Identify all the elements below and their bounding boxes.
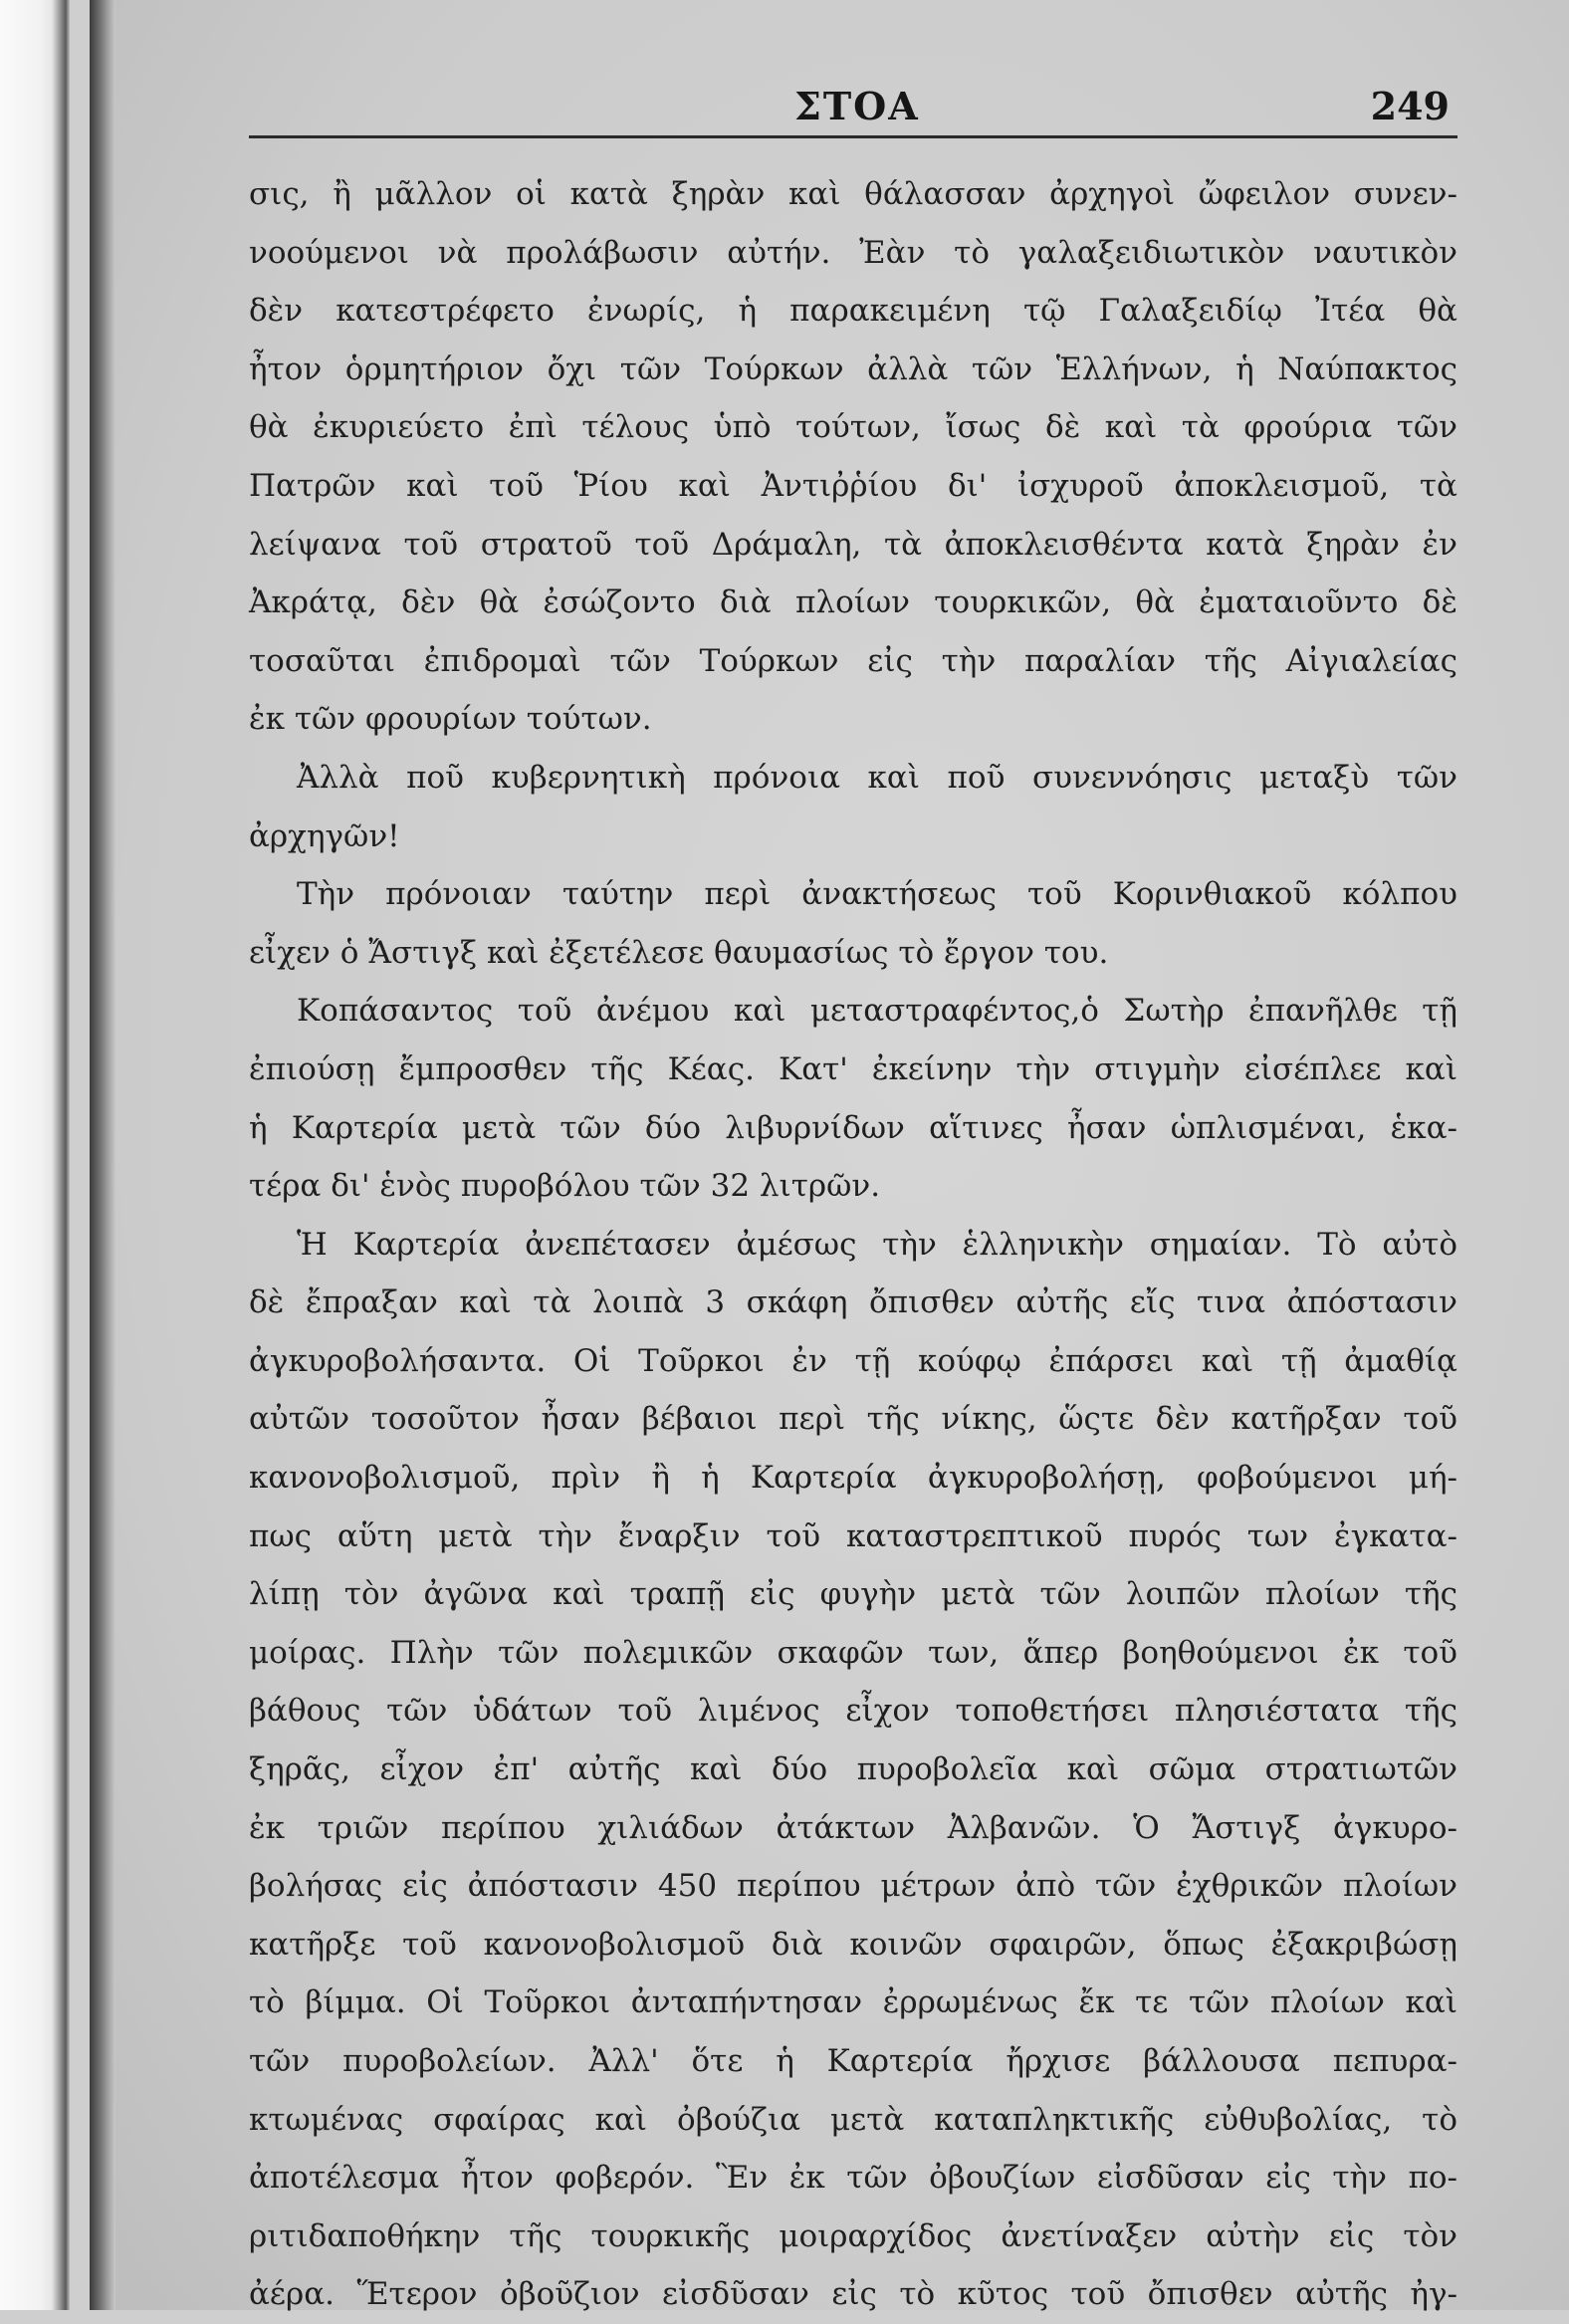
text-line: ξηρᾶς, εἶχον ἐπ' αὐτῆς καὶ δύο πυροβολεῖα καὶ σῶμα στρατιωτῶν bbox=[249, 1751, 1457, 1788]
page-header bbox=[249, 84, 1457, 139]
text-line: ἀέρα. Ἕτερον ὀβοῦζιον εἰσδῦσαν εἰς τὸ κῦτος τοῦ ὄπισθεν αὐτῆς ἠγ- bbox=[249, 2276, 1457, 2313]
text-line: θὰ ἐκυριεύετο ἐπὶ τέλους ὑπὸ τούτων, ἴσως δὲ καὶ τὰ φρούρια τῶν bbox=[249, 409, 1457, 446]
text-line: ἦτον ὁρμητήριον ὄχι τῶν Τούρκων ἀλλὰ τῶν Ἑλλήνων, ἡ Ναύπακτος bbox=[249, 350, 1457, 387]
text-line: ἀποτέλεσμα ἦτον φοβερόν. Ἓν ἐκ τῶν ὀβουζίων εἰσδῦσαν εἰς τὴν πο- bbox=[249, 2160, 1457, 2197]
text-line: τὸ βίμμα. Οἱ Τοῦρκοι ἀνταπήντησαν ἐρρωμένως ἔκ τε τῶν πλοίων καὶ bbox=[249, 1984, 1457, 2021]
text-line: νοούμενοι νὰ προλάβωσιν αὐτήν. Ἐὰν τὸ γαλαξειδιωτικὸν ναυτικὸν bbox=[249, 234, 1457, 271]
book-spine-margin bbox=[0, 0, 70, 2310]
text-line: κατῆρξε τοῦ κανονοβολισμοῦ διὰ κοινῶν σφαιρῶν, ὅπως ἐξακριβώσῃ bbox=[249, 1926, 1457, 1963]
text-line: βολήσας εἰς ἀπόστασιν 450 περίπου μέτρων ἀπὸ τῶν ἐχθρικῶν πλοίων bbox=[249, 1868, 1457, 1905]
text-line: λείψανα τοῦ στρατοῦ τοῦ Δράμαλη, τὰ ἀποκλεισθέντα κατὰ ξηρὰν ἐν bbox=[249, 526, 1457, 563]
text-line: ἡ Καρτερία μετὰ τῶν δύο λιβυρνίδων αἵτινες ἦσαν ὡπλισμέναι, ἑκα- bbox=[249, 1109, 1457, 1146]
text-line: ἐπιούσῃ ἔμπροσθεν τῆς Κέας. Κατ' ἐκείνην τὴν στιγμὴν εἰσέπλεε καὶ bbox=[249, 1050, 1457, 1087]
text-line: πως αὕτη μετὰ τὴν ἔναρξιν τοῦ καταστρεπτικοῦ πυρός των ἐγκατα- bbox=[249, 1517, 1457, 1554]
text-line: δὲν κατεστρέφετο ἐνωρίς, ἡ παρακειμένη τῷ Γαλαξειδίῳ Ἰτέα θὰ bbox=[249, 293, 1457, 330]
text-line: κτωμένας σφαίρας καὶ ὀβούζια μετὰ καταπληκτικῆς εὐθυβολίας, τὸ bbox=[249, 2101, 1457, 2138]
text-line: τέρα δι' ἑνὸς πυροβόλου τῶν 32 λιτρῶν. bbox=[249, 1168, 881, 1205]
body-text bbox=[249, 165, 1457, 2324]
text-line: ἀρχηγῶν! bbox=[249, 817, 400, 854]
text-line: δὲ ἔπραξαν καὶ τὰ λοιπὰ 3 σκάφη ὄπισθεν αὐτῆς εἴς τινα ἀπόστασιν bbox=[249, 1284, 1457, 1321]
text-line: Κοπάσαντος τοῦ ἀνέμου καὶ μεταστραφέντος,ὁ Σωτὴρ ἐπανῆλθε τῇ bbox=[297, 993, 1457, 1030]
text-line: σις, ἢ μᾶλλον οἱ κατὰ ξηρὰν καὶ θάλασσαν ἀρχηγοὶ ὤφειλον συνεν- bbox=[249, 176, 1457, 212]
page-number: 249 bbox=[1370, 84, 1450, 128]
text-line: Ἡ Καρτερία ἀνεπέτασεν ἀμέσως τὴν ἑλληνικὴν σημαίαν. Τὸ αὐτὸ bbox=[297, 1226, 1457, 1263]
text-line: Ἀκράτᾳ, δὲν θὰ ἐσώζοντο διὰ πλοίων τουρκικῶν, θὰ ἐματαιοῦντο δὲ bbox=[249, 584, 1457, 621]
text-line: ἐκ τριῶν περίπου χιλιάδων ἀτάκτων Ἀλβανῶν. Ὁ Ἄστιγξ ἀγκυρο- bbox=[249, 1809, 1457, 1846]
text-line: ἀγκυροβολήσαντα. Οἱ Τοῦρκοι ἐν τῇ κούφῳ ἐπάρσει καὶ τῇ ἀμαθίᾳ bbox=[249, 1342, 1457, 1379]
text-line: τῶν πυροβολείων. Ἀλλ' ὅτε ἡ Καρτερία ἤρχισε βάλλουσα πεπυρα- bbox=[249, 2043, 1457, 2079]
text-line: Πατρῶν καὶ τοῦ Ῥίου καὶ Ἀντιῤῥίου δι' ἰσχυροῦ ἀποκλεισμοῦ, τὰ bbox=[249, 467, 1457, 504]
text-line: Ἀλλὰ ποῦ κυβερνητικὴ πρόνοια καὶ ποῦ συνεννόησις μεταξὺ τῶν bbox=[297, 759, 1457, 796]
header-rule bbox=[249, 135, 1457, 138]
gutter-shadow bbox=[90, 0, 115, 2310]
text-line: ριτιδαποθήκην τῆς τουρκικῆς μοιραρχίδος ἀνετίναξεν αὐτὴν εἰς τὸν bbox=[249, 2217, 1457, 2254]
text-line: κανονοβολισμοῦ, πρὶν ἢ ἡ Καρτερία ἀγκυροβολήσῃ, φοβούμενοι μή- bbox=[249, 1460, 1457, 1497]
text-line: ἐκ τῶν φρουρίων τούτων. bbox=[249, 701, 652, 738]
text-line: μοίρας. Πλὴν τῶν πολεμικῶν σκαφῶν των, ἅπερ βοηθούμενοι ἐκ τοῦ bbox=[249, 1634, 1457, 1671]
text-line: εἶχεν ὁ Ἄστιγξ καὶ ἐξετέλεσε θαυμασίως τὸ ἔργον του. bbox=[249, 934, 1109, 971]
text-line: λίπῃ τὸν ἀγῶνα καὶ τραπῇ εἰς φυγὴν μετὰ τῶν λοιπῶν πλοίων τῆς bbox=[249, 1576, 1457, 1613]
text-line: Τὴν πρόνοιαν ταύτην περὶ ἀνακτήσεως τοῦ Κορινθιακοῦ κόλπου bbox=[297, 876, 1457, 913]
text-line: αὐτῶν τοσοῦτον ἦσαν βέβαιοι περὶ τῆς νίκης, ὥςτε δὲν κατῆρξαν τοῦ bbox=[249, 1401, 1457, 1438]
running-title: ΣΤΟΑ bbox=[794, 84, 920, 128]
text-line: τοσαῦται ἐπιδρομαὶ τῶν Τούρκων εἰς τὴν παραλίαν τῆς Αἰγιαλείας bbox=[249, 642, 1457, 679]
text-line: βάθους τῶν ὑδάτων τοῦ λιμένος εἶχον τοποθετήσει πλησιέστατα τῆς bbox=[249, 1693, 1457, 1730]
